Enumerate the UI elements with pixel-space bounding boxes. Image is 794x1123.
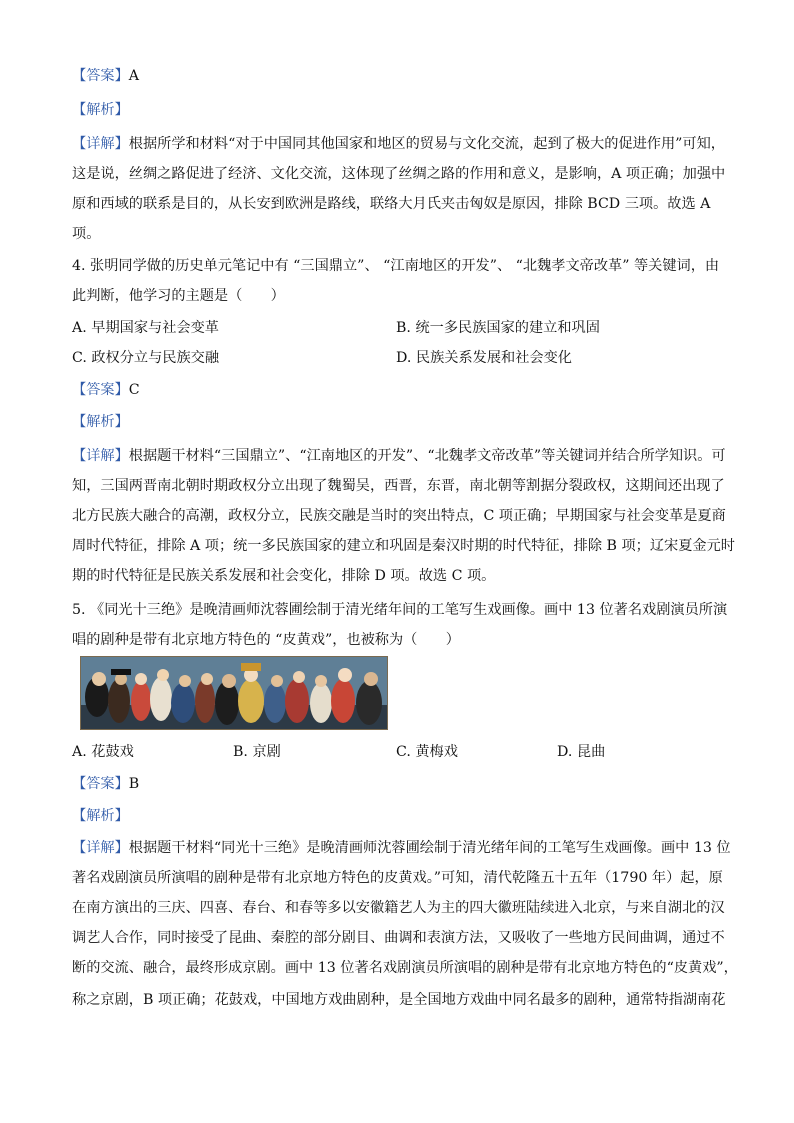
opera-figures-illustration [81,657,388,730]
question-stem: 4. 张明同学做的历史单元笔记中有 “三国鼎立”、 “江南地区的开发”、 “北魏孝文帝改革” 等关键词，由 [72,258,720,274]
detail-tag: 【详解】 [72,840,129,856]
answer-tag: 【答案】 [72,382,129,398]
question-stem: 5. 《同光十三绝》是晚清画师沈蓉圃绘制于清光绪年间的工笔写生戏画像。画中 13 位著名戏剧演员所演 [72,602,728,618]
answer-line-q5 [72,774,732,794]
answer-value: A [128,68,140,84]
detail-line: 北方民族大融合的高潮，政权分立，民族交融是当时的突出特点，C 项正确；早期国家与社会变革是夏商 [72,508,726,524]
detail-tag: 【详解】 [72,448,129,464]
detail-line: 在南方演出的三庆、四喜、春台、和春等多以安徽籍艺人为主的四大徽班陆续进入北京，与来自湖北的汉 [72,900,725,916]
analysis-tag-q5: 【解析】 [72,808,129,824]
detail-line: 【详解】根据题干材料“同光十三绝》是晚清画师沈蓉圃绘制于清光绪年间的工笔写生戏画像。画中 13 位 [72,840,731,856]
detail-line: 【详解】根据所学和材料“对于中国同其他国家和地区的贸易与文化交流，起到了极大的促进作用”可知， [72,136,725,152]
detail-line: 著名戏剧演员所演唱的剧种是带有北京地方特色的皮黄戏。”可知，清代乾隆五十五年（1790 年）起，原 [72,870,723,886]
detail-line: 断的交流、融合，最终形成京剧。画中 13 位著名戏剧演员所演唱的剧种是带有北京地方特色的“皮黄戏”， [72,960,738,976]
detail-line: 项。 [72,226,101,242]
detail-tag: 【详解】 [72,136,129,152]
option-c: C. 黄梅戏 [396,744,458,760]
analysis-tag-q4: 【解析】 [72,414,129,430]
detail-line: 原和西域的联系是目的，从长安到欧洲是路线，联络大月氏夹击匈奴是原因，排除 BCD 三项。故选 A [72,196,711,212]
detail-line: 【详解】根据题干材料“三国鼎立”、“江南地区的开发”、“北魏孝文帝改革”等关键词并结合所学知识。可 [72,448,726,464]
option-c: C. 政权分立与民族交融 [72,350,220,366]
answer-line-q4 [72,380,732,400]
detail-line: 调艺人合作，同时接受了昆曲、秦腔的部分剧目、曲调和表演方法，又吸收了一些地方民间曲调，通过不 [72,930,725,946]
answer-tag: 【答案】 [72,68,129,84]
option-a: A. 早期国家与社会变革 [72,320,219,336]
detail-line: 称之京剧，B 项正确；花鼓戏，中国地方戏曲剧种，是全国地方戏曲中同名最多的剧种，通常特指湖南花 [72,992,726,1008]
question-stem: 唱的剧种是带有北京地方特色的 “皮黄戏”，也被称为（ ） [72,632,460,648]
answer-value: B [128,776,140,792]
option-d: D. 民族关系发展和社会变化 [396,350,572,366]
option-b: B. 京剧 [233,744,281,760]
answer-value: C [128,382,140,398]
option-d: D. 昆曲 [557,744,606,760]
answer-tag: 【答案】 [72,776,129,792]
option-a: A. 花鼓戏 [72,744,134,760]
detail-line: 这是说，丝绸之路促进了经济、文化交流，这体现了丝绸之路的作用和意义，是影响，A 项正确；加强中 [72,166,726,182]
detail-line: 知，三国两晋南北朝时期政权分立出现了魏蜀吴，西晋，东晋，南北朝等割据分裂政权，这期间还出现了 [72,478,725,494]
question-stem: 此判断，他学习的主题是（ ） [72,288,285,304]
answer-line-q3 [72,66,732,86]
analysis-tag-q3: 【解析】 [72,102,129,118]
opera-portrait-image [80,656,388,730]
detail-line: 周时代特征，排除 A 项；统一多民族国家的建立和巩固是秦汉时期的时代特征，排除 B 项；辽宋夏金元时 [72,538,735,554]
option-b: B. 统一多民族国家的建立和巩固 [396,320,600,336]
detail-line: 期的时代特征是民族关系发展和社会变化，排除 D 项。故选 C 项。 [72,568,496,584]
